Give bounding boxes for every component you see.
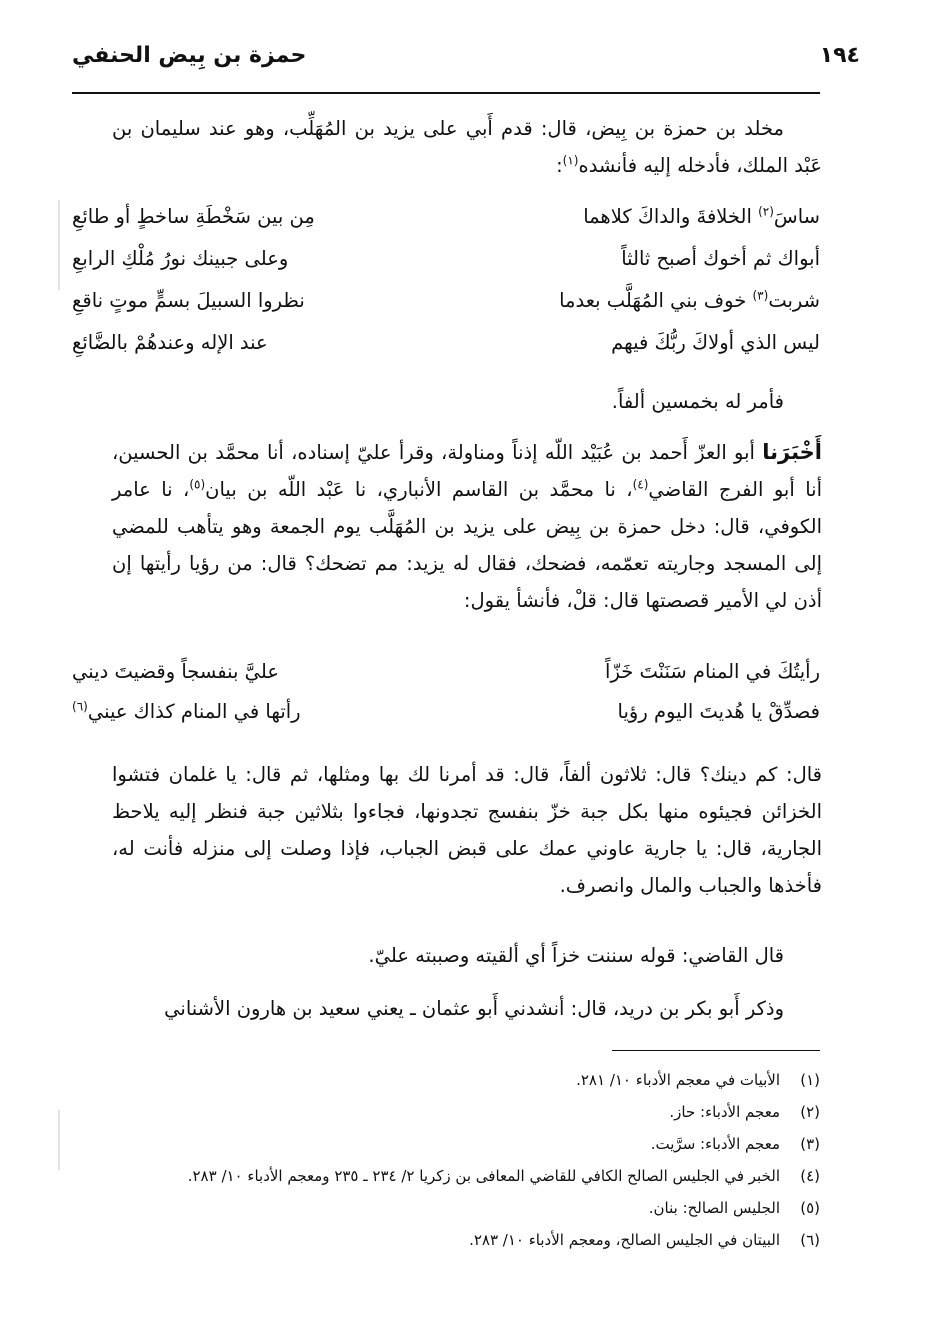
scan-edge-shadow	[58, 200, 60, 290]
footnote-number: (١)	[800, 1071, 820, 1089]
footnote-number: (٥)	[800, 1199, 820, 1217]
poem-block-1	[72, 196, 820, 364]
footnotes	[100, 1064, 820, 1256]
paragraph-intro-colon: :	[556, 154, 563, 177]
verse-line	[72, 652, 820, 692]
paragraph-isnad	[112, 434, 822, 619]
verse-text: الخلافةَ والداكَ كلاهما	[583, 205, 759, 228]
verse-text: ساسَ	[773, 205, 820, 228]
verse-hemistich-first	[470, 238, 820, 280]
footnote	[100, 1224, 820, 1256]
paragraph-isnad-text: ، نا عامر الكوفي، قال: دخل حمزة بن بِيض على يزيد بن المُهَلَّب يوم الجمعة وهو يتأهب للمضي إلى المسجد وجاريته تعمّمه، فضحك، فقال له يزيد: مم تضحك؟ قال: من رؤيا رأيتها إن أذن لي الأمير قصصتها قال: قلْ، فأنشأ يقول:	[112, 478, 822, 612]
scan-edge-shadow	[58, 1110, 60, 1170]
footnote-ref-2: (٢)	[758, 204, 774, 219]
verse-hemistich-second: وعلى جبينك نورُ مُلْكِ الرابعِ	[72, 247, 289, 270]
verse-hemistich-first	[470, 196, 820, 238]
verse-hemistich-first	[470, 322, 820, 364]
paragraph-reward: فأمر له بخمسين ألفاً.	[611, 390, 784, 413]
footnote-ref-6: (٦)	[72, 699, 88, 714]
verse-text: عليَّ بنفسجاً وقضيتَ ديني	[72, 660, 279, 683]
footnote-text: معجم الأدباء: حاز.	[669, 1103, 780, 1121]
verse-line	[72, 692, 820, 732]
verse-text: ليس الذي أولاكَ ربُّكَ فيهم	[611, 331, 820, 354]
footnote-number: (٤)	[800, 1167, 820, 1185]
footnote-text: البيتان في الجليس الصالح، ومعجم الأدباء ١٠/ ٢٨٣.	[469, 1231, 780, 1249]
running-title: حمزة بن بِيض الحنفي	[72, 43, 307, 68]
footnote	[100, 1096, 820, 1128]
verse-hemistich-first: فصدِّقْ يا هُديتَ اليوم رؤيا	[617, 700, 820, 723]
verse-line	[72, 238, 820, 280]
footnote-text: الجليس الصالح: بنان.	[648, 1199, 780, 1217]
footnote-number: (٢)	[800, 1103, 820, 1121]
paragraph-isnad-text: ، نا محمَّد بن القاسم الأنباري، نا عَبْد اللّه بن بيان	[205, 478, 633, 501]
verse-line	[72, 280, 820, 322]
verse-hemistich-second: مِن بين سَخْطَةِ ساخطٍ أو طائعِ	[72, 205, 315, 228]
verse-line	[72, 322, 820, 364]
footnote	[100, 1192, 820, 1224]
verse-hemistich-first: رأيتُكَ في المنام سَنَنْتَ خَزّاً	[605, 660, 820, 683]
verse-line	[72, 196, 820, 238]
paragraph-gloss: قال القاضي: قوله سننت خزاً أي ألقيته وصببته عليّ.	[368, 944, 784, 967]
paragraph-closing: وذكر أَبو بكر بن دريد، قال: أنشدني أَبو عثمان ـ يعني سعيد بن هارون الأشناني	[164, 997, 784, 1020]
footnote-number: (٦)	[800, 1231, 820, 1249]
footnote	[100, 1128, 820, 1160]
header-rule	[72, 92, 820, 94]
poem-block-2	[72, 652, 820, 732]
verse-text: رأتها في المنام كذاك عيني	[87, 700, 301, 723]
verse-hemistich-first	[470, 280, 820, 322]
verse-hemistich-second	[72, 692, 422, 732]
akhbarana-lead: أَخْبَرَنا	[762, 440, 822, 464]
paragraph-intro-text: مخلد بن حمزة بن بِيض، قال: قدم أَبي على يزيد بن المُهَلِّب، وهو عند سليمان بن عَبْد الملك، فأدخله إليه فأنشده	[112, 117, 822, 177]
footnote-ref-5: (٥)	[189, 477, 206, 492]
verse-text: أبواك ثم أخوك أصبح ثالثاً	[621, 247, 820, 270]
paragraph-story: قال: كم دينك؟ قال: ثلاثون ألفاً، قال: قد أمرنا لك بها ومثلها، ثم قال: يا غلمان فتشوا الخزائن فجيئوه منها بكل جبة خزّ بنفسج تجدونها، فجاءوا بثلاثين جبة فنظر إليه يلاحظ الجارية، قال: يا جارية عاوني عمك على قبض الجباب، فإذا وصلت إلى منزله فأنت له، فأخذها والجباب والمال وانصرف.	[112, 763, 822, 897]
footnote-text: الأبيات في معجم الأدباء ١٠/ ٢٨١.	[576, 1071, 780, 1089]
verse-hemistich-second	[72, 652, 422, 692]
footnote-text: الخبر في الجليس الصالح الكافي للقاضي المعافى بن زكريا ٢/ ٢٣٤ ـ ٢٣٥ ومعجم الأدباء ١٠/ ٢٨٣.	[187, 1167, 780, 1185]
footnote-number: (٣)	[800, 1135, 820, 1153]
footnote-ref-1: (١)	[562, 153, 579, 168]
verse-text: شربت	[768, 289, 820, 312]
paragraph-isnad-text: أبو العزّ أَحمد بن عُبَيْد اللّه إذناً ومناولة، وقرأ عليّ إسناده، أنا محمَّد بن الحسين، أنا أبو الفرج القاضي	[112, 441, 822, 501]
footnote	[100, 1064, 820, 1096]
footnote	[100, 1160, 820, 1192]
footnote-ref-4: (٤)	[632, 477, 649, 492]
page-number: ١٩٤	[819, 43, 860, 68]
footnote-rule	[612, 1050, 820, 1051]
paragraph-intro	[112, 110, 822, 184]
footnote-text: معجم الأدباء: سرَّيت.	[650, 1135, 780, 1153]
footnote-ref-3: (٣)	[752, 288, 769, 303]
verse-hemistich-second: نظروا السبيلَ بسمٍّ موتٍ ناقعِ	[72, 289, 305, 312]
verse-hemistich-second: عند الإله وعندهُمْ بالضَّائعِ	[72, 331, 268, 354]
verse-text: خوف بني المُهَلَّب بعدما	[559, 289, 753, 312]
